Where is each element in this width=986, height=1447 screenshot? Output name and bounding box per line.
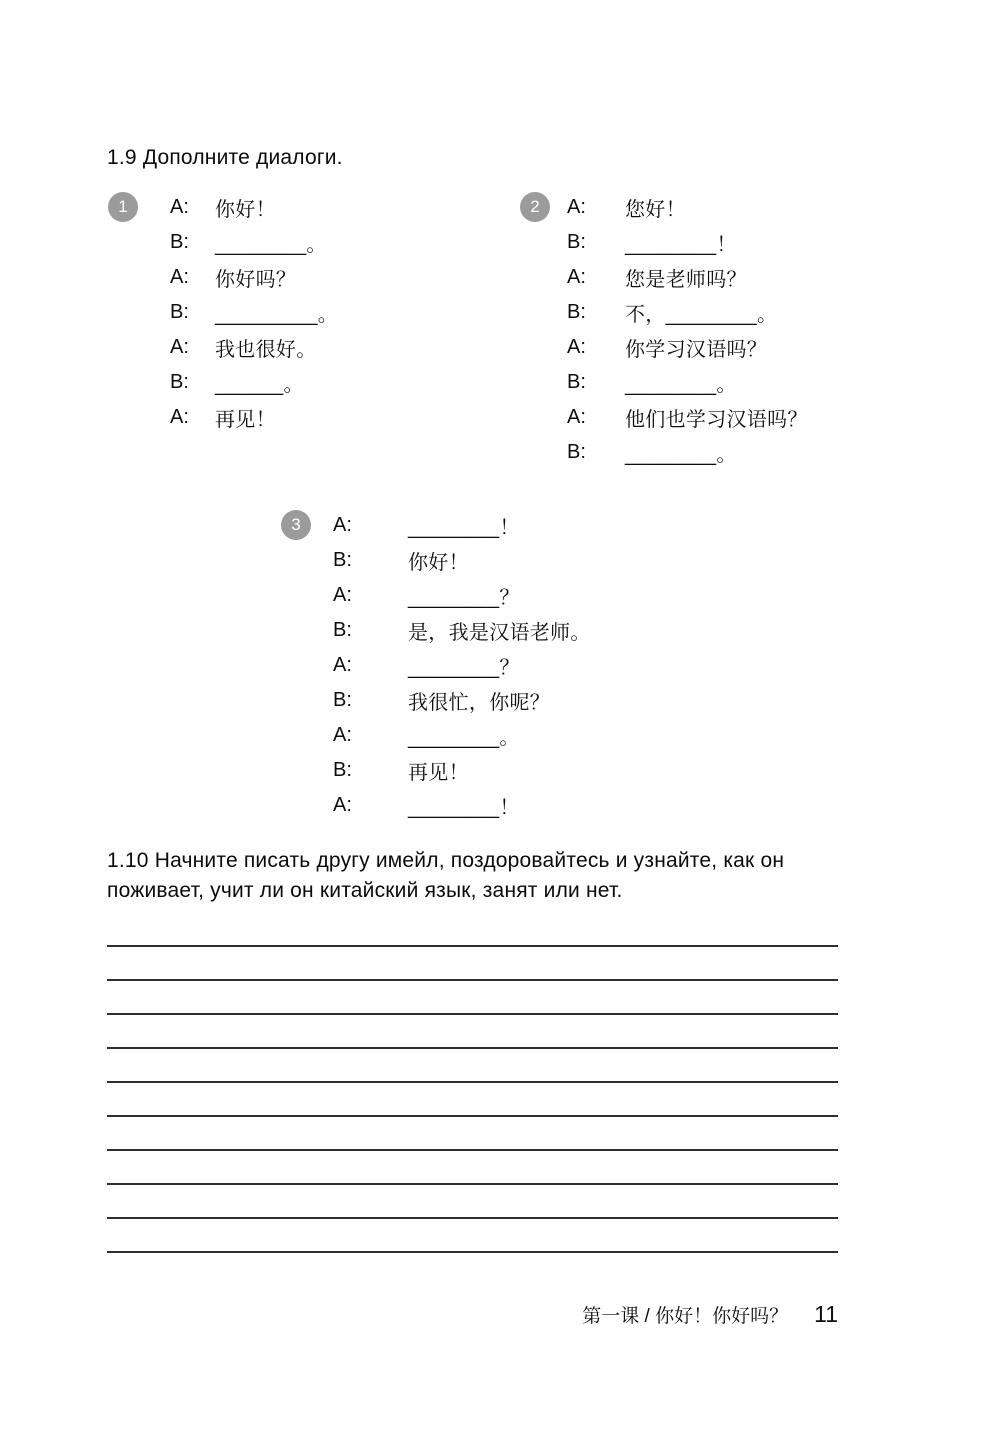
- speaker-label: A:: [333, 514, 352, 536]
- dialogue-lines: [567, 190, 808, 470]
- speaker-label: A:: [333, 654, 352, 676]
- dialogue-text: 你好！: [408, 552, 469, 574]
- dialogue-line: [170, 330, 338, 365]
- dialogue-line: [567, 260, 808, 295]
- dialogue-line: [567, 225, 808, 260]
- speaker-label: A:: [333, 794, 352, 816]
- dialogue-line: [333, 578, 591, 613]
- dialogue-text: 再见！: [408, 762, 469, 784]
- dialogue-text: 你好！: [215, 199, 276, 221]
- speaker-label: A:: [567, 196, 586, 218]
- dialogue-line: [333, 683, 591, 718]
- speaker-label: A:: [170, 336, 189, 358]
- writing-lines-area: [107, 913, 838, 1253]
- writing-line: [107, 1219, 838, 1253]
- speaker-label: A:: [170, 406, 189, 428]
- dialogue-line: [567, 330, 808, 365]
- dialogue-lines: [170, 190, 338, 435]
- dialogue-text: 你学习汉语吗？: [625, 339, 768, 361]
- page-footer: [107, 1301, 838, 1328]
- dialogue-line: [567, 190, 808, 225]
- footer-chapter-title: 第一课 / 你好！你好吗？: [582, 1306, 789, 1327]
- dialogue-text: 我也很好。: [215, 339, 317, 361]
- dialogue-line: [333, 718, 591, 753]
- speaker-label: A:: [333, 724, 352, 746]
- fill-in-blank: ________？: [408, 657, 520, 679]
- speaker-label: B:: [170, 231, 189, 253]
- fill-in-blank: _________。: [215, 304, 339, 326]
- dialogue-line: [567, 400, 808, 435]
- dialogue-line: [170, 295, 338, 330]
- speaker-label: A:: [333, 584, 352, 606]
- speaker-label: B:: [567, 231, 586, 253]
- speaker-label: A:: [170, 196, 189, 218]
- dialogue-text: 你好吗？: [215, 269, 297, 291]
- dialogue-text: 再见！: [215, 409, 276, 431]
- dialogue-text: 您是老师吗？: [625, 269, 747, 291]
- fill-in-blank: ________！: [408, 797, 520, 819]
- writing-line: [107, 1049, 838, 1083]
- dialogue-1: [108, 190, 338, 435]
- fill-in-blank: ________？: [408, 587, 520, 609]
- fill-in-blank: ________！: [625, 234, 737, 256]
- fill-in-blank: ________。: [625, 444, 737, 466]
- writing-line: [107, 1015, 838, 1049]
- fill-in-blank: ______。: [215, 374, 304, 396]
- fill-in-blank: ________。: [625, 374, 737, 396]
- dialogue-line: [333, 613, 591, 648]
- dialogue-3: [281, 508, 591, 823]
- speaker-label: A:: [567, 336, 586, 358]
- dialogue-line: [333, 753, 591, 788]
- writing-line: [107, 981, 838, 1015]
- speaker-label: A:: [170, 266, 189, 288]
- dialogue-lines: [333, 508, 591, 823]
- fill-in-blank: ________。: [408, 727, 520, 749]
- writing-line: [107, 1083, 838, 1117]
- writing-line: [107, 947, 838, 981]
- speaker-label: A:: [567, 266, 586, 288]
- dialogue-line: [333, 648, 591, 683]
- page-number: 11: [814, 1301, 838, 1327]
- dialogue-line: [170, 365, 338, 400]
- dialogue-line: [567, 295, 808, 330]
- dialogue-line: [170, 400, 338, 435]
- speaker-label: B:: [567, 301, 586, 323]
- dialogue-number-badge: 1: [108, 192, 138, 222]
- dialogue-line: [170, 260, 338, 295]
- dialogue-2: [520, 190, 808, 470]
- writing-line: [107, 913, 838, 947]
- speaker-label: B:: [333, 619, 352, 641]
- dialogue-number-badge: 2: [520, 192, 550, 222]
- dialogue-text: 是，我是汉语老师。: [408, 622, 591, 644]
- speaker-label: A:: [567, 406, 586, 428]
- dialogue-line: [170, 225, 338, 260]
- exercise-1-9-title: 1.9 Дополните диалоги.: [107, 146, 343, 169]
- fill-in-blank: ________。: [215, 234, 327, 256]
- dialogue-text: 我很忙，你呢？: [408, 692, 551, 714]
- dialogue-number-badge: 3: [281, 510, 311, 540]
- speaker-label: B:: [170, 371, 189, 393]
- speaker-label: B:: [170, 301, 189, 323]
- dialogue-line: [333, 543, 591, 578]
- dialogue-line: [333, 508, 591, 543]
- dialogue-line: [333, 788, 591, 823]
- dialogue-text: 您好！: [625, 199, 686, 221]
- speaker-label: B:: [567, 441, 586, 463]
- dialogue-text: 他们也学习汉语吗？: [625, 409, 808, 431]
- writing-line: [107, 1151, 838, 1185]
- dialogue-line: [170, 190, 338, 225]
- dialogue-line: [567, 365, 808, 400]
- dialogue-line: [567, 435, 808, 470]
- writing-line: [107, 1185, 838, 1219]
- speaker-label: B:: [333, 759, 352, 781]
- speaker-label: B:: [333, 549, 352, 571]
- fill-in-blank: 不，________。: [625, 304, 778, 326]
- speaker-label: B:: [567, 371, 586, 393]
- writing-line: [107, 1117, 838, 1151]
- fill-in-blank: ________！: [408, 517, 520, 539]
- speaker-label: B:: [333, 689, 352, 711]
- exercise-1-10-title: 1.10 Начните писать другу имейл, поздоровайтесь и узнайте, как он поживает, учит ли он китайский язык, занят или нет.: [107, 849, 785, 902]
